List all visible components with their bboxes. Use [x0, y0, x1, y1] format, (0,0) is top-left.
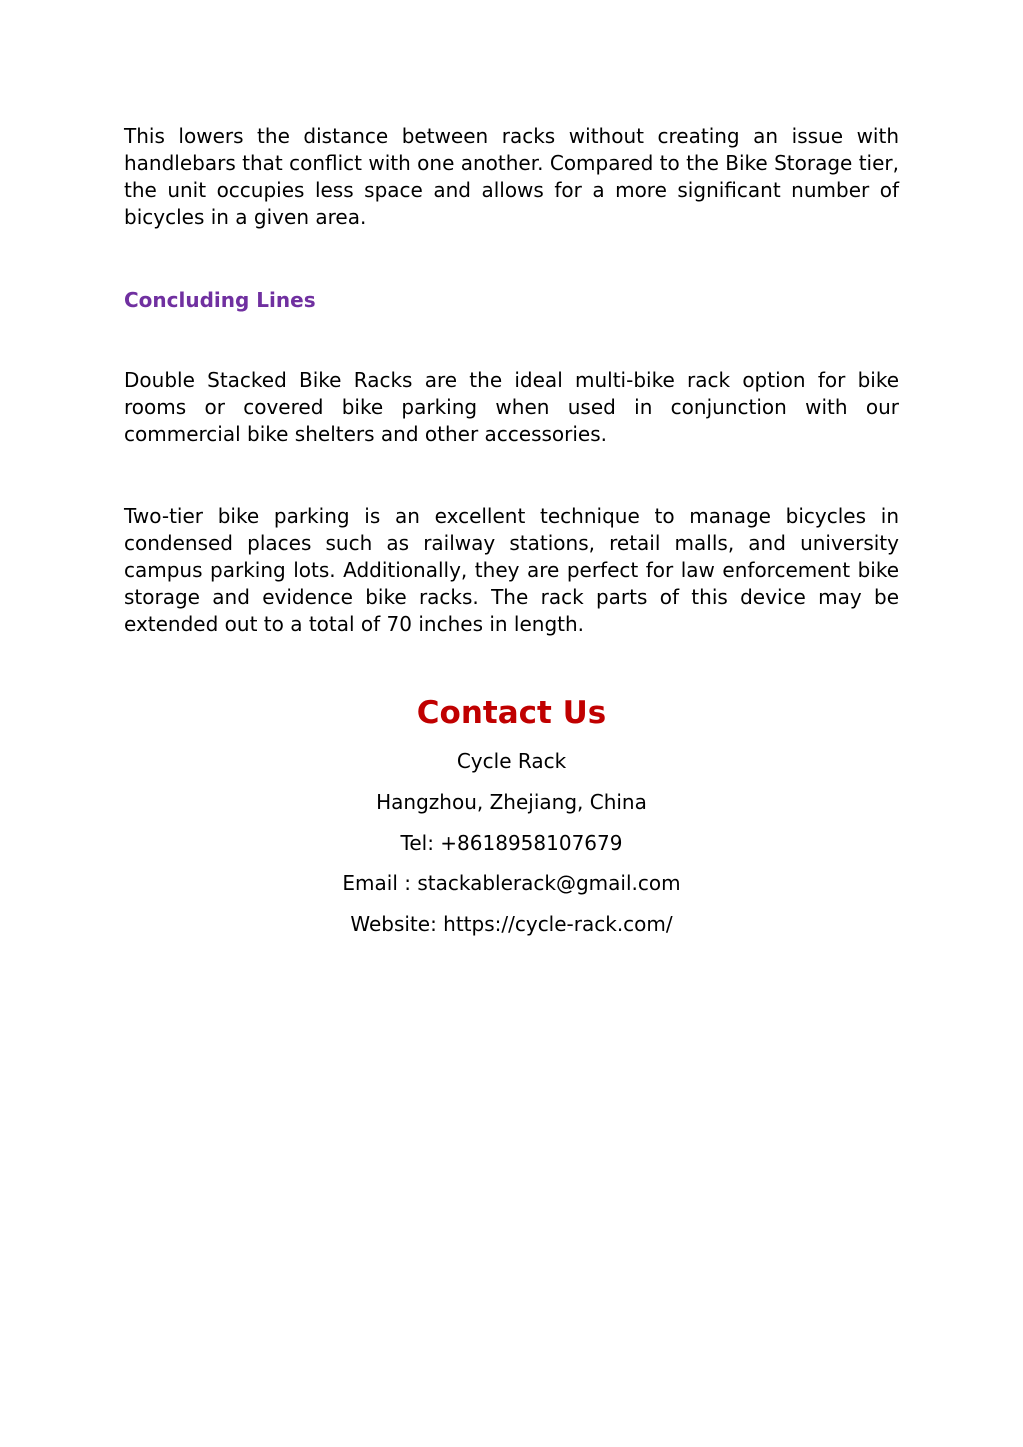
contact-phone: Tel: +8618958107679	[400, 831, 623, 855]
contact-company: Cycle Rack	[456, 749, 567, 773]
section-heading: Concluding Lines	[124, 288, 316, 312]
contact-location: Hangzhou, Zhejiang, China	[376, 790, 647, 814]
contact-website: Website: https://cycle-rack.com/	[350, 912, 673, 936]
contact-email: Email : stackablerack@gmail.com	[342, 871, 681, 895]
body-paragraph: Two-tier bike parking is an excellent technique to manage bicycles in condensed places such as railway stations, retail malls, and university campus parking lots. Additionally, they are perfect for law enforcement bike storage and evidence bike racks. The rack parts of this device may be extended out to a total of 70 inches in length.	[124, 504, 899, 636]
body-paragraph: This lowers the distance between racks without creating an issue with handlebars that conflict with one another. Compared to the Bike Storage tier, the unit occupies less space and allows for a more significant number of bicycles in a given area.	[124, 124, 899, 229]
contact-title: Contact Us	[416, 695, 607, 731]
body-paragraph: Double Stacked Bike Racks are the ideal multi-bike rack option for bike rooms or covered bike parking when used in conjunction with our commercial bike shelters and other accessories.	[124, 368, 899, 446]
